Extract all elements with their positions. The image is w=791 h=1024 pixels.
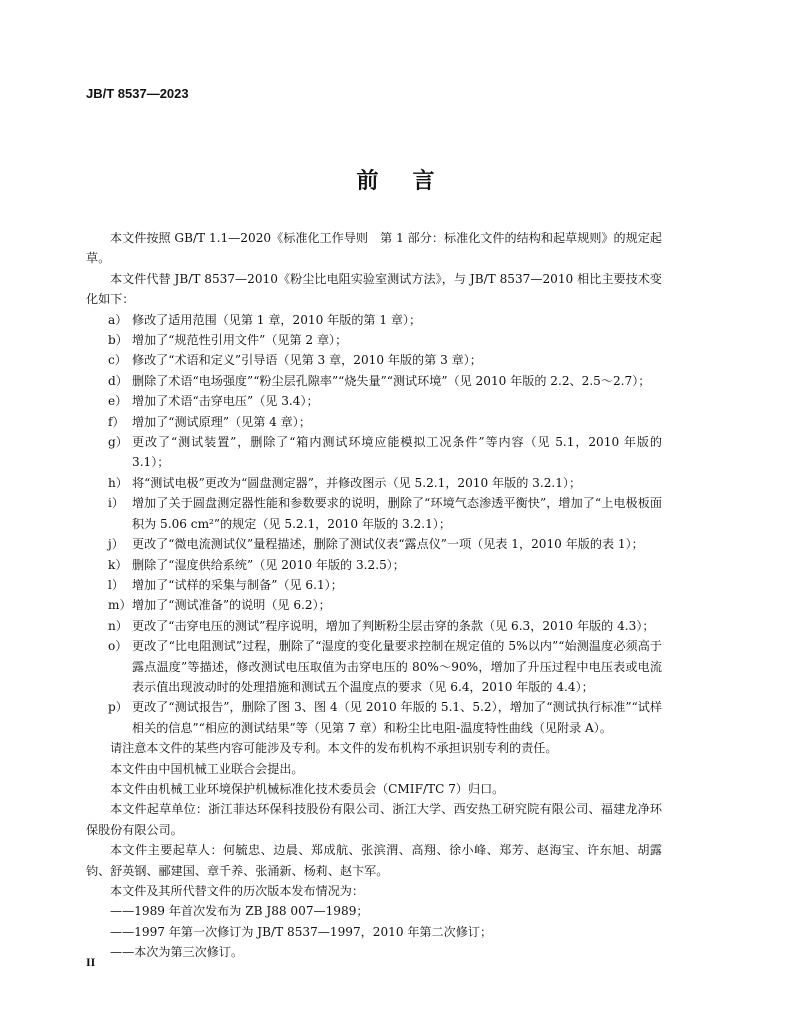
change-item (86, 350, 662, 370)
foreword-body (86, 228, 662, 963)
change-item-text: 更改了“比电阻测试”过程，删除了“湿度的变化量要求控制在规定值的 5%以内”“始测温度必须高于露点温度”等描述，修改测试电压取值为击穿电压的 80%～90%，增加了升压过程中电压表或电流表示值出现波动时的处理措施和测试五个温度点的要求（见 6.4，2010 年版的 4.4）； (132, 639, 662, 694)
change-item (86, 310, 662, 330)
change-item-marker: b） (108, 333, 128, 348)
change-item-text: 修改了“术语和定义”引导语（见第 3 章，2010 年版的第 3 章）； (132, 353, 482, 368)
change-item-marker: h） (108, 475, 128, 490)
change-item-marker: l） (108, 577, 124, 592)
change-item-marker: j） (108, 537, 124, 552)
committee-statement: 本文件由机械工业环境保护机械标准化技术委员会（CMIF/TC 7）归口。 (110, 781, 505, 796)
change-item-text: 修改了适用范围（见第 1 章，2010 年版的第 1 章）； (132, 312, 422, 327)
history-intro: 本文件及其所代替文件的历次版本发布情况为： (110, 884, 364, 898)
change-item-marker: g） (108, 435, 128, 450)
proposer-statement: 本文件由中国机械工业联合会提出。 (110, 761, 304, 776)
change-item (86, 412, 662, 432)
page-title: 前言 (356, 169, 469, 194)
change-item-text: 增加了“测试原理”（见第 4 章）； (132, 414, 311, 429)
change-item-marker: o） (108, 639, 128, 654)
change-item-text: 增加了“规范性引用文件”（见第 2 章）； (132, 333, 348, 348)
history-item: ——1989 年首次发布为 ZB J88 007—1989； (110, 904, 369, 919)
change-item-text: 更改了“微电流测试仪”量程描述，删除了测试仪表“露点仪”一项（见表 1，2010 年版的表 1）； (132, 537, 644, 552)
history-item: ——1997 年第一次修订为 JB/T 8537—1997，2010 年第二次修订； (110, 924, 493, 939)
history-item: ——本次为第三次修订。 (110, 945, 244, 960)
intro-paragraph: 本文件按照 GB/T 1.1—2020《标准化工作导则 第 1 部分：标准化文件的结构和起草规则》的规定起草。 (86, 231, 662, 266)
change-item-text: 增加了术语“击穿电压”（见 3.4）； (132, 394, 319, 409)
change-item-text: 增加了“测试准备”的说明（见 6.2）； (132, 598, 331, 613)
change-item-marker: e） (108, 394, 128, 409)
change-item (86, 616, 662, 636)
change-item (86, 493, 662, 534)
change-item (86, 636, 662, 697)
change-item (86, 575, 662, 595)
change-item-text: 更改了“测试报告”，删除了图 3、图 4（见 2010 年版的 5.1、5.2），增加了“测试执行标准”“试样相关的信息”“相应的测试结果”等（见第 7 章）和粉尘比电阻-温度特性曲线（见附录 A）。 (132, 700, 662, 735)
change-item-marker: m） (108, 598, 132, 613)
change-item-marker: c） (108, 353, 127, 368)
change-item-marker: n） (108, 618, 128, 633)
change-item-marker: p） (108, 700, 128, 715)
change-item-text: 增加了关于圆盘测定器性能和参数要求的说明，删除了“环境气态渗透平衡快”，增加了“上电极板面积为 5.06 cm²”的规定（见 5.2.1，2010 年版的 3.2.1）； (132, 496, 662, 531)
change-item-marker: k） (108, 557, 128, 572)
change-item-text: 删除了“湿度供给系统”（见 2010 年版的 3.2.5）； (132, 557, 405, 572)
change-item-text: 将“测试电极”更改为“圆盘测定器”，并修改图示（见 5.2.1，2010 年版的 3.2.1）； (132, 475, 582, 490)
change-item (86, 555, 662, 575)
change-item (86, 697, 662, 738)
change-item-marker: i） (108, 496, 124, 511)
change-item-text: 增加了“试样的采集与制备”（见 6.1）； (132, 577, 343, 592)
change-item-text: 更改了“测试装置”，删除了“箱内测试环境应能模拟工况条件”等内容（见 5.1，2010 年版的 3.1）； (132, 435, 662, 470)
change-item (86, 371, 662, 391)
change-item-marker: f） (108, 414, 125, 429)
document-number: JB/T 8537—2023 (86, 86, 189, 101)
patent-notice: 请注意本文件的某些内容可能涉及专利。本文件的发布机构不承担识别专利的责任。 (110, 741, 558, 756)
change-item-marker: d） (108, 373, 128, 388)
change-item (86, 391, 662, 411)
drafting-organizations: 本文件起草单位：浙江菲达环保科技股份有限公司、浙江大学、西安热工研究院有限公司、福建龙净环保股份有限公司。 (86, 802, 662, 837)
change-item-marker: a） (108, 312, 128, 327)
intro-paragraph: 本文件代替 JB/T 8537—2010《粉尘比电阻实验室测试方法》，与 JB/T 8537—2010 相比主要技术变化如下： (86, 271, 662, 307)
change-item (86, 330, 662, 350)
drafters: 本文件主要起草人：何毓忠、边晨、郑成航、张滨渭、高翔、徐小峰、郑芳、赵海宝、许东旭、胡露钧、舒英钢、郦建国、章千养、张涌新、杨莉、赵卞军。 (86, 843, 662, 878)
change-item (86, 473, 662, 493)
change-item (86, 432, 662, 473)
change-item (86, 534, 662, 554)
page-number: II (86, 955, 96, 969)
change-item (86, 595, 662, 615)
change-item-text: 更改了“击穿电压的测试”程序说明，增加了判断粉尘层击穿的条款（见 6.3，2010 年版的 4.3）； (132, 618, 655, 633)
change-item-text: 删除了术语“电场强度”“粉尘层孔隙率”“烧失量”“测试环境”（见 2010 年版的 2.2、2.5～2.7）； (132, 373, 651, 388)
